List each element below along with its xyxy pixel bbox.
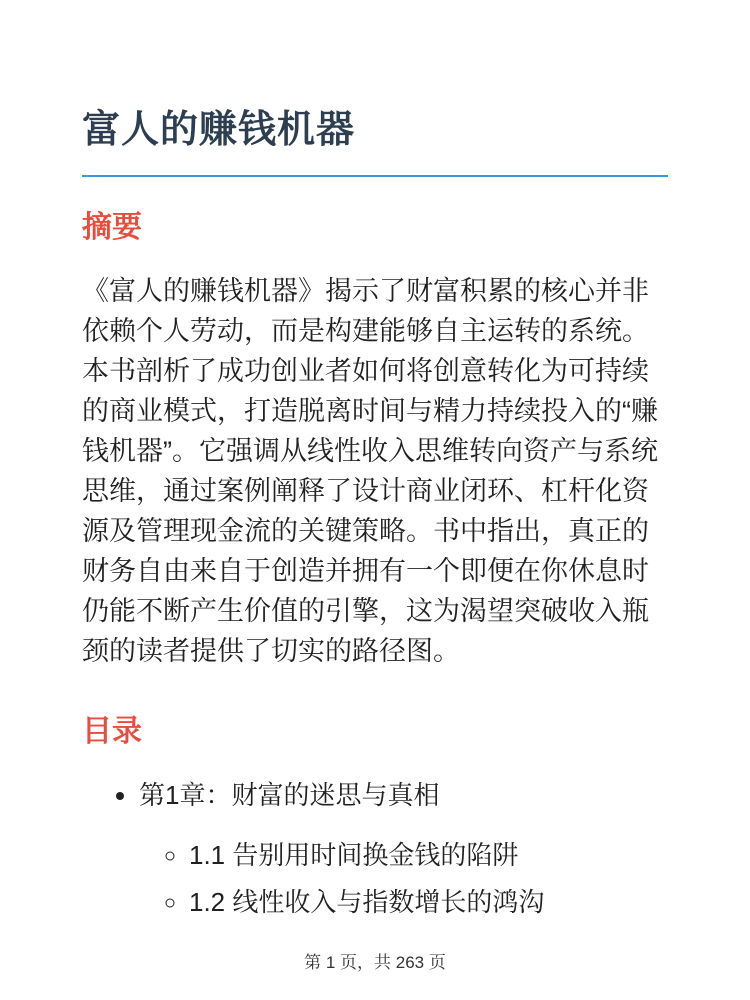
toc-section-item xyxy=(189,839,668,873)
toc-section-label: 1.1 告别用时间换金钱的陷阱 xyxy=(189,840,519,871)
toc-sublist xyxy=(139,839,668,920)
summary-heading: 摘要 xyxy=(82,211,142,245)
toc-chapter-label: 第1章：财富的迷思与真相 xyxy=(139,780,440,811)
page-indicator: 第 1 页，共 263 页 xyxy=(304,953,446,972)
toc-section-item xyxy=(189,886,668,920)
summary-paragraph: 《富人的赚钱机器》揭示了财富积累的核心并非依赖个人劳动，而是构建能够自主运转的系统。本书剖析了成功创业者如何将创意转化为可持续的商业模式，打造脱离时间与精力持续投入的“赚钱机器”。它强调从线性收入思维转向资产与系统思维，通过案例阐释了设计商业闭环、杠杆化资源及管理现金流的关键策略。书中指出，真正的财务自由来自于创造并拥有一个即便在你休息时仍能不断产生价值的引擎，这为渴望突破收入瓶颈的读者提供了切实的路径图。 xyxy=(82,276,658,667)
toc-list xyxy=(82,779,668,919)
toc-chapter-item xyxy=(139,779,668,919)
title-divider xyxy=(82,175,668,177)
toc-heading: 目录 xyxy=(82,715,142,749)
page-title: 富人的赚钱机器 xyxy=(82,109,356,151)
toc-section-label: 1.2 线性收入与指数增长的鸿沟 xyxy=(189,886,545,917)
